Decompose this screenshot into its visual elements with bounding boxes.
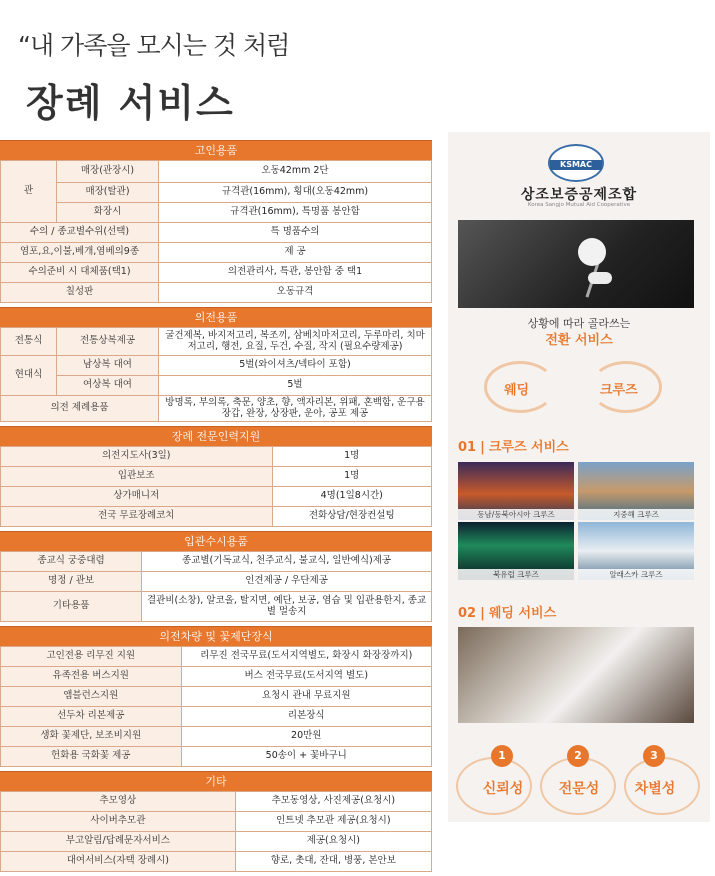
org-subtitle: Korea Sangjo Mutual Aid Cooperative — [527, 202, 631, 208]
service-table — [0, 140, 432, 876]
row-value: 전화상담/현장컨설팅 — [272, 507, 431, 527]
row-value: 오동42mm 2단 — [159, 161, 432, 183]
row-value: 특 명품수의 — [159, 223, 432, 243]
table-row — [1, 667, 432, 687]
row-sublabel: 화장시 — [57, 203, 159, 223]
row-value: 제 공 — [159, 243, 432, 263]
row-label: 유족전용 버스지원 — [1, 667, 182, 687]
row-label: 관 — [1, 161, 57, 223]
table-row — [1, 283, 432, 303]
tile-caption: 동남/동북아시아 크루즈 — [458, 509, 574, 520]
row-value: 의전관리사, 특관, 봉안함 중 택1 — [159, 263, 432, 283]
section-table — [0, 791, 432, 872]
row-value: 규격관(16mm), 특명품 봉안함 — [159, 203, 432, 223]
table-row — [1, 263, 432, 283]
tile-caption: 북유럽 크루즈 — [458, 569, 574, 580]
table-row — [1, 487, 432, 507]
table-row — [1, 747, 432, 767]
wedding-photo — [458, 627, 694, 723]
row-label: 종교식 궁중대렴 — [1, 552, 142, 572]
section-header: 장례 전문인력지원 — [0, 426, 432, 446]
row-label: 의전 제례용품 — [1, 396, 159, 422]
logo-text: KSMAC — [550, 160, 602, 170]
row-value: 50송이 + 꽃바구니 — [181, 747, 431, 767]
gloved-hand — [588, 272, 612, 284]
row-sublabel: 남상복 대여 — [57, 356, 159, 376]
badge-number: 2 — [567, 745, 589, 767]
table-row — [1, 572, 432, 592]
row-value: 제공(요청시) — [235, 832, 431, 852]
row-value: 1명 — [272, 467, 431, 487]
section-table — [0, 551, 432, 622]
cruise-circle-label: 크루즈 — [600, 383, 638, 398]
tile-southeast-asia — [458, 462, 574, 520]
row-label: 명정 / 관보 — [1, 572, 142, 592]
table-row — [1, 592, 432, 622]
mourning-photo — [458, 220, 694, 308]
row-value: 버스 전국무료(도서지역 별도) — [181, 667, 431, 687]
badge-label: 신뢰성 — [482, 781, 524, 797]
row-value: 규격관(16mm), 횡대(오동42mm) — [159, 183, 432, 203]
section-header: 기타 — [0, 771, 432, 791]
section-table — [0, 646, 432, 767]
table-row — [1, 396, 432, 422]
divider-bar: | — [480, 606, 485, 621]
row-value: 5벌(와이셔츠/넥타이 포함) — [159, 356, 432, 376]
row-label: 생화 꽃제단, 보조비지원 — [1, 727, 182, 747]
headline — [18, 26, 289, 127]
row-sublabel: 매장(관장시) — [57, 161, 159, 183]
section-gap — [0, 872, 432, 876]
cruise-section-title — [458, 436, 569, 455]
row-value: 향로, 촛대, 잔대, 병풍, 본안보 — [235, 852, 431, 872]
row-label: 칠성판 — [1, 283, 159, 303]
row-label: 기타용품 — [1, 592, 142, 622]
wedding-section-title — [458, 602, 556, 621]
row-label: 앰블런스지원 — [1, 687, 182, 707]
row-label: 사이버추모관 — [1, 812, 236, 832]
table-row — [1, 852, 432, 872]
table-row — [1, 183, 432, 203]
section-header: 의전차량 및 꽃제단장식 — [0, 626, 432, 646]
row-label: 상가매니저 — [1, 487, 273, 507]
row-value: 종교별(기독교식, 천주교식, 불교식, 일반예식)제공 — [142, 552, 432, 572]
table-row — [1, 467, 432, 487]
table-row — [1, 707, 432, 727]
wedding-circle-label: 웨딩 — [504, 383, 530, 398]
tile-mediterranean — [578, 462, 694, 520]
table-row — [1, 792, 432, 812]
row-value: 5벌 — [159, 376, 432, 396]
table-row — [1, 161, 432, 183]
table-row — [1, 727, 432, 747]
table-row — [1, 832, 432, 852]
conversion-subtitle: 상황에 따라 골라쓰는 — [527, 317, 631, 330]
row-value: 오동규격 — [159, 283, 432, 303]
tile-alaska — [578, 522, 694, 580]
row-value: 요청시 관내 무료지원 — [181, 687, 431, 707]
wedding-section-label: 웨딩 서비스 — [488, 606, 557, 621]
row-label: 현대식 — [1, 356, 57, 396]
wedding-section-number: 02 — [458, 606, 477, 621]
ksmac-logo — [548, 144, 604, 182]
tile-caption: 지중해 크루즈 — [578, 509, 694, 520]
row-label: 헌화용 국화꽃 제공 — [1, 747, 182, 767]
row-value: 추모동영상, 사진제공(요청시) — [235, 792, 431, 812]
badge-label: 차별성 — [634, 781, 676, 797]
table-row — [1, 647, 432, 667]
row-label: 부고알림/답례문자서비스 — [1, 832, 236, 852]
row-label: 염포,요,이불,베개,염베의9종 — [1, 243, 159, 263]
table-row — [1, 812, 432, 832]
row-label: 수의 / 종교별수위(선택) — [1, 223, 159, 243]
table-row — [1, 328, 432, 356]
row-label: 전국 무료장례코치 — [1, 507, 273, 527]
row-sublabel: 여상복 대여 — [57, 376, 159, 396]
section-table — [0, 327, 432, 422]
badge-number: 3 — [643, 745, 665, 767]
cruise-section-label: 크루즈 서비스 — [488, 440, 569, 455]
row-value: 리본장식 — [181, 707, 431, 727]
row-label: 대여서비스(자택 장례시) — [1, 852, 236, 872]
row-label: 추모영상 — [1, 792, 236, 812]
cruise-section-number: 01 — [458, 440, 477, 455]
row-value: 결관비(소창), 알코올, 탈지면, 예단, 보공, 염습 및 입관용한지, 종교별 멀송지 — [142, 592, 432, 622]
row-value: 4명(1일8시간) — [272, 487, 431, 507]
conversion-title: 전환 서비스 — [545, 333, 613, 348]
row-label: 전통식 — [1, 328, 57, 356]
row-label: 선두차 리본제공 — [1, 707, 182, 727]
badge-label: 전문성 — [558, 781, 600, 797]
row-label: 수의준비 시 대체품(택1) — [1, 263, 159, 283]
row-value: 20만원 — [181, 727, 431, 747]
row-value: 방명록, 부의록, 축문, 양초, 향, 액자리본, 위패, 혼백함, 운구용장갑, 완장, 상장판, 운아, 공포 제공 — [159, 396, 432, 422]
divider-bar: | — [480, 440, 485, 455]
org-name: 상조보증공제조합 — [520, 187, 638, 203]
white-chrysanthemum — [578, 238, 606, 266]
section-table — [0, 160, 432, 303]
section-header: 의전용품 — [0, 307, 432, 327]
headline-quote: “내 가족을 모시는 것 처럼 — [18, 31, 290, 60]
table-row — [1, 447, 432, 467]
row-value: 1명 — [272, 447, 431, 467]
row-label: 의전지도사(3일) — [1, 447, 273, 467]
table-row — [1, 203, 432, 223]
page-title: 장례 서비스 — [26, 81, 235, 125]
badge-number: 1 — [491, 745, 513, 767]
row-value: 굴건제복, 바지저고리, 복조끼, 삼베치마저고리, 두루마리, 치마저고리, 행전, 요질, 두건, 수질, 작지 (필요수량제공) — [159, 328, 432, 356]
table-row — [1, 376, 432, 396]
table-row — [1, 552, 432, 572]
tile-northern-europe — [458, 522, 574, 580]
tile-caption: 알래스카 크루즈 — [578, 569, 694, 580]
section-table — [0, 446, 432, 527]
right-panel — [448, 132, 710, 822]
table-row — [1, 356, 432, 376]
section-header: 입관수시용품 — [0, 531, 432, 551]
row-sublabel: 매장(탈관) — [57, 183, 159, 203]
row-value: 리무진 전국무료(도서지역별도, 화장시 화장장까지) — [181, 647, 431, 667]
row-label: 고인전용 리무진 지원 — [1, 647, 182, 667]
table-row — [1, 243, 432, 263]
table-row — [1, 223, 432, 243]
row-value: 인견제공 / 우단제공 — [142, 572, 432, 592]
row-value: 인트넷 추모관 제공(요청시) — [235, 812, 431, 832]
row-label: 입관보조 — [1, 467, 273, 487]
table-row — [1, 507, 432, 527]
row-sublabel: 전통상복제공 — [57, 328, 159, 356]
section-header: 고인용품 — [0, 140, 432, 160]
table-row — [1, 687, 432, 707]
